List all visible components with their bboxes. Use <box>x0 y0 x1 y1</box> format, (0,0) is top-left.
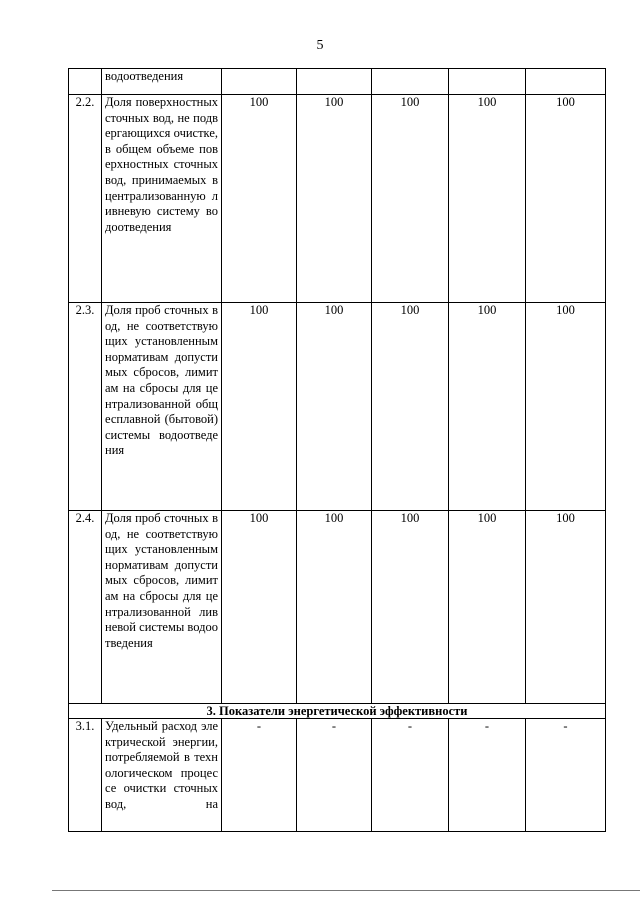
indicator-name: Удельный расход электрической энергии, потребляемой в технологическом процессе очистки сточных вод, на <box>102 719 222 832</box>
indicators-table <box>68 68 606 832</box>
page-bottom-edge <box>52 890 640 891</box>
value-cell: 100 <box>372 95 449 303</box>
value-cell: 100 <box>449 303 526 511</box>
value-cell: - <box>297 719 372 832</box>
value-cell: 100 <box>222 511 297 704</box>
row-number: 2.2. <box>69 95 102 303</box>
value-cell: - <box>372 719 449 832</box>
value-cell: 100 <box>222 303 297 511</box>
table-row-2-3 <box>69 303 606 511</box>
table-row-3-1 <box>69 719 606 832</box>
value-cell: - <box>449 719 526 832</box>
value-cell <box>297 69 372 95</box>
value-cell: 100 <box>526 511 606 704</box>
value-cell <box>372 69 449 95</box>
value-cell: 100 <box>449 95 526 303</box>
table-row-continuation <box>69 69 606 95</box>
indicator-name: Доля проб сточных вод, не соответствующих установленным нормативам допустимых сбросов, лимитам на сбросы для централизованной ливневой системы водоотведения <box>102 511 222 704</box>
value-cell <box>449 69 526 95</box>
value-cell: - <box>222 719 297 832</box>
table-row-2-2 <box>69 95 606 303</box>
row-number: 2.3. <box>69 303 102 511</box>
section-title: 3. Показатели энергетической эффективности <box>69 704 606 719</box>
row-number: 2.4. <box>69 511 102 704</box>
value-cell: 100 <box>526 95 606 303</box>
section-header-row <box>69 704 606 719</box>
table-row-2-4 <box>69 511 606 704</box>
indicator-name: Доля проб сточных вод, не соответствующих установленным нормативам допустимых сбросов, лимитам на сбросы для централизованной общесплавной (бытовой) системы водоотведения <box>102 303 222 511</box>
value-cell: 100 <box>372 511 449 704</box>
row-number <box>69 69 102 95</box>
value-cell: 100 <box>297 511 372 704</box>
page-number: 5 <box>316 38 324 53</box>
indicator-name: водоотведения <box>102 69 222 95</box>
value-cell: 100 <box>297 303 372 511</box>
value-cell: 100 <box>222 95 297 303</box>
value-cell: 100 <box>449 511 526 704</box>
value-cell: 100 <box>372 303 449 511</box>
value-cell: - <box>526 719 606 832</box>
value-cell <box>526 69 606 95</box>
row-number: 3.1. <box>69 719 102 832</box>
value-cell <box>222 69 297 95</box>
indicator-name: Доля поверхностных сточных вод, не подвергающихся очистке, в общем объеме поверхностных сточных вод, принимаемых в централизованную ливневую систему водоотведения <box>102 95 222 303</box>
value-cell: 100 <box>297 95 372 303</box>
value-cell: 100 <box>526 303 606 511</box>
